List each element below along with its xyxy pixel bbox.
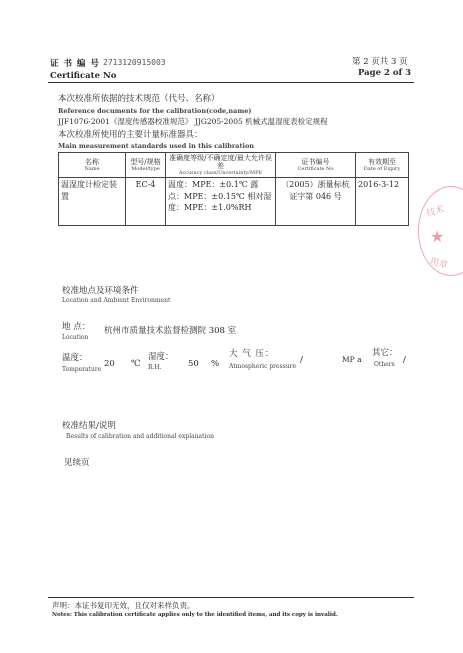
table-row [59,178,409,226]
cert-no-label-en: Certificate No [50,71,117,81]
location-title-en: Location and Ambient Environment [62,297,171,304]
header-cert-no: 证书编号 Certificate No [276,153,356,178]
result-title-en: Results of calibration and additional explanation [66,433,214,440]
row-name: 温湿度计检定装置 [59,178,126,226]
standards-table [58,152,409,226]
result-body: 见续页 [64,458,90,468]
reference-docs: JJF1076-2001《湿度传感器校准规范》 JJG205-2005 机械式温湿度表检定规程 [58,117,328,126]
others-label-cn: 其它： [372,348,398,358]
humidity-unit: % [211,359,220,369]
location-title-cn: 校准地点及环境条件 [62,286,139,296]
row-model: EC-4 [126,178,166,226]
temperature-unit: ℃ [131,359,141,369]
header-model: 型号/规格 Model/type [126,153,166,178]
header-name: 名称 Name [59,153,126,178]
stamp-text-top: 技术 [425,204,446,220]
footer-note-cn: 声明：本证书复印无效，且仅对来样负责。 [52,601,195,610]
footer-rule [48,597,414,598]
humidity-value: 50 [188,359,199,369]
standards-table-header [59,153,409,178]
cert-no-value: 2713120915003 [103,58,166,67]
pressure-label-cn: 大 气 压： [229,349,275,359]
result-title-cn: 校准结果/说明 [62,421,116,431]
others-value: / [403,355,406,365]
stamp-star-icon: ★ [430,227,445,246]
header-rule [48,82,414,83]
row-expiry: 2016-3-12 [356,178,409,226]
humidity-label-cn: 湿度： [148,352,174,362]
page-number-cn: 第 2 页共 3 页 [352,57,408,67]
temperature-label-en: Temperature [62,366,102,373]
temperature-value: 20 [104,359,115,369]
humidity-label-en: R.H. [148,364,162,371]
footer-note-en: Notes: This calibration certificate applies only to the identified items, and its copy is invalid. [52,612,338,618]
reference-title-en: Reference documents for the calibration(code,name) [58,107,252,115]
page-number-en: Page 2 of 3 [358,68,412,78]
cert-no-label-cn: 证 书 编 号 [50,59,100,69]
header-accuracy: 准确度等级/不确定度/最大允许误差 Accuracy class/Uncertainty/MPE [166,153,276,178]
pressure-unit: MP a [342,355,362,364]
location-value: 杭州市质量技术监督检测院 308 室 [104,326,237,336]
location-label-en: Location [62,334,89,341]
others-label-en: Others [374,361,395,368]
row-accuracy: 温度：MPE：±0.1℃ 露点：MPE：±0.15℃ 相对湿度：MPE：±1.0%RH [166,178,276,226]
pressure-label-en: Atmospheric pressure [229,363,297,370]
standards-title-en: Main measurement standards used in this calibration [58,142,255,150]
row-cert-no: （2005）浙量标杭证字第 046 号 [276,178,356,226]
standards-title-cn: 本次校准所使用的主要计量标准器具： [58,130,203,140]
header-expiry: 有效期至 Date of Expiry [356,153,409,178]
temperature-label-cn: 温度： [62,353,88,363]
pressure-value: / [300,355,303,365]
stamp-text-bottom: 用章 [428,256,449,272]
location-label-cn: 地 点： [62,322,91,332]
reference-title-cn: 本次校准所依据的技术规范（代号、名称） [58,94,220,104]
